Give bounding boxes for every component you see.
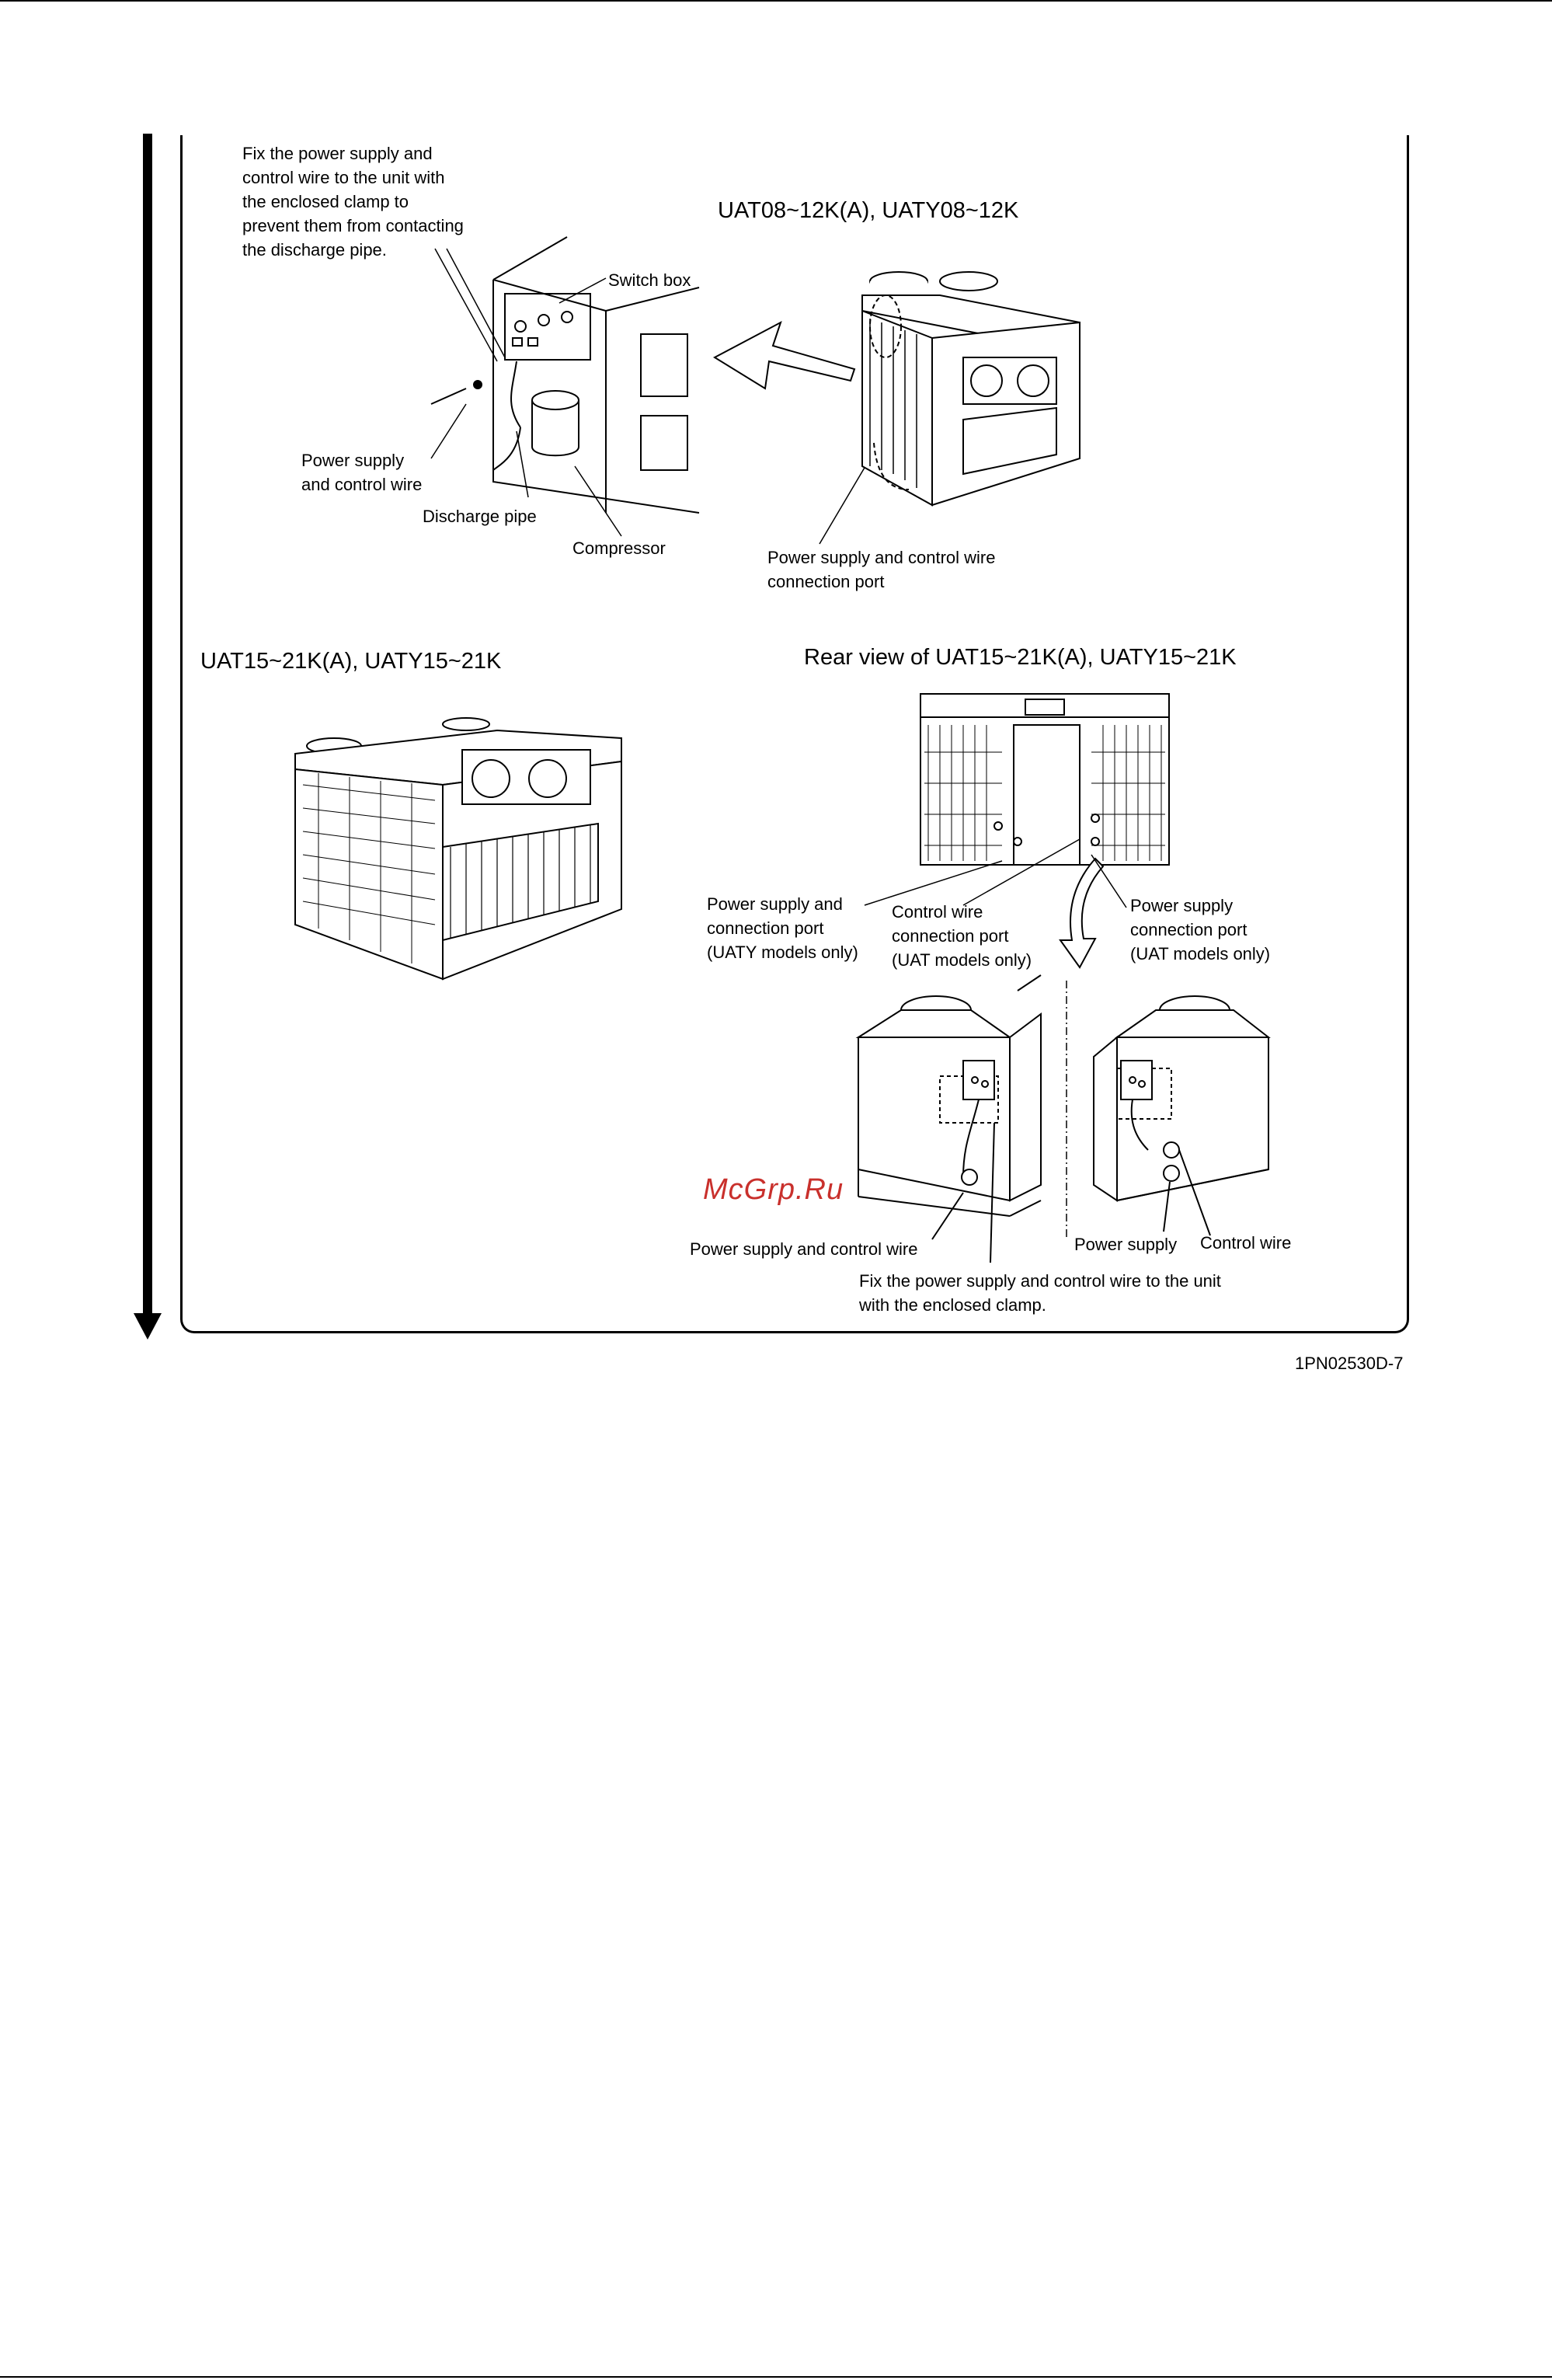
rear-view-title: Rear view of UAT15~21K(A), UATY15~21K [804, 645, 1237, 670]
clamp-note-bottom: Fix the power supply and control wire to the unit with the enclosed clamp. [859, 1271, 1221, 1315]
label-compressor: Compressor [572, 538, 666, 558]
label-switch-box: Switch box [608, 270, 691, 290]
closeup-divider [1063, 981, 1070, 1237]
label-power-conn-uaty: Power supply and connection port (UATY models only) [707, 894, 858, 962]
rear-leader-lines [0, 816, 1552, 971]
label-control-wire-uat: Control wire connection port (UAT models only) [892, 902, 1032, 970]
model-title-uat15: UAT15~21K(A), UATY15~21K [200, 649, 502, 674]
label-control-wire: Control wire [1200, 1233, 1292, 1253]
closeup-uat-drawing [1086, 983, 1288, 1263]
model-title-uat08: UAT08~12K(A), UATY08~12K [718, 198, 1019, 223]
document-number: 1PN02530D-7 [1295, 1354, 1404, 1373]
label-power-supply-control-wire: Power supply and control wire [301, 451, 423, 494]
bottom-rule [0, 2376, 1552, 2378]
clamp-instruction-note: Fix the power supply and control wire to the unit with the enclosed clamp to prevent them from contacting the discharge pipe. [242, 144, 464, 260]
watermark-text: McGrp.Ru [703, 1173, 844, 1206]
label-discharge-pipe: Discharge pipe [423, 507, 537, 526]
detail-pointer-arrow-icon [711, 311, 858, 412]
unit-uat08-drawing [854, 264, 1087, 513]
label-power-supply-uat: Power supply connection port (UAT models only) [1130, 896, 1271, 963]
closeup-uaty-drawing [854, 983, 1056, 1263]
label-power-and-control-wire: Power supply and control wire [690, 1239, 918, 1259]
label-power-supply: Power supply [1074, 1235, 1178, 1254]
label-connection-port: Power supply and control wire connection port [767, 548, 996, 591]
